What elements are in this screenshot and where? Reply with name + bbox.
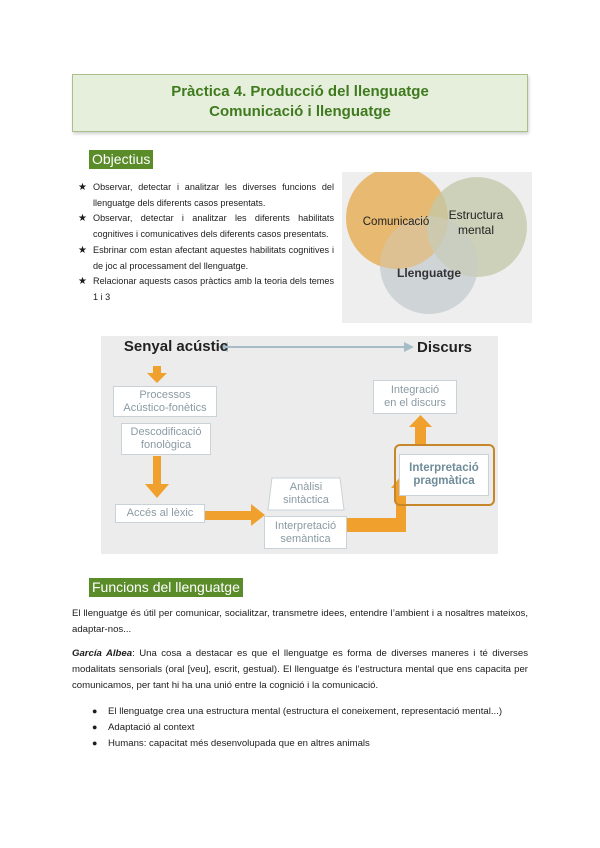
arrow-2-shaft: [153, 456, 161, 486]
box-acces-lexic-label: Accés al lèxic: [126, 507, 194, 519]
box-pragmatica-line2: pragmàtica: [413, 475, 475, 487]
bullet-dot-icon: ●: [92, 706, 98, 716]
arrow-3-head: [251, 504, 265, 526]
arrow-5-head: [409, 415, 432, 427]
bullet-dot-icon: ●: [92, 737, 98, 748]
flow-diagram: [101, 336, 498, 554]
objectives-list: [78, 180, 334, 306]
box-integracio-line1: Integració: [390, 384, 440, 396]
box-descodificacio-line2: fonològica: [140, 439, 192, 451]
list-item: [78, 274, 334, 305]
venn-diagram: [342, 172, 532, 323]
list-item: [78, 243, 334, 274]
author-name: García Albea: [72, 648, 133, 659]
objective-text: Observar, detectar i analitzar les diferents habilitats cognitives i comunicatives dels diferents casos presentats.: [93, 213, 334, 240]
funcions-heading: Funcions del llenguatge: [89, 578, 243, 597]
flow-title-senyal: Senyal acústic: [123, 338, 229, 355]
box-integracio: [373, 380, 457, 414]
box-semantica-line1: Interpretació: [274, 519, 337, 532]
box-processos-line1: Processos: [139, 388, 191, 401]
star-bullet-icon: ★: [78, 244, 87, 256]
list-item: [90, 720, 528, 736]
arrow-2-head: [145, 484, 169, 498]
box-integracio-line2: en el discurs: [384, 397, 446, 409]
venn-svg: [342, 172, 532, 323]
bullet-dot-icon: ●: [92, 721, 98, 732]
venn-label-mental: mental: [457, 223, 495, 237]
box-descodificacio-line1: Descodificació: [130, 426, 202, 438]
arrow-5-shaft: [415, 424, 426, 446]
objective-text: Relacionar aquests casos pràctics amb la teoria dels temes 1 i 3: [93, 276, 334, 302]
box-semantica-line2: semàntica: [280, 532, 331, 545]
box-pragmatica-line1: Interpretació: [409, 462, 479, 474]
list-item: [90, 736, 528, 752]
star-bullet-icon: ★: [78, 276, 87, 288]
title-line-2: Comunicació i llenguatge: [209, 103, 391, 120]
star-bullet-icon: ★: [78, 182, 87, 193]
box-analisi-line1: Anàlisi: [289, 481, 323, 493]
list-item: [90, 704, 528, 720]
box-processos-line2: Acústico-fonètics: [123, 401, 207, 414]
title-line-1: Pràctica 4. Producció del llenguatge: [171, 83, 429, 100]
arrow-3-shaft: [205, 511, 253, 520]
list-item: [78, 180, 334, 211]
box-analisi-line2: sintàctica: [283, 494, 329, 506]
arrow-1-shaft: [153, 366, 161, 374]
objectives-heading: Objectius: [89, 150, 153, 169]
venn-label-comunicacio: Comunicació: [362, 216, 430, 228]
funcions-bullets: [90, 704, 528, 751]
top-arrow-right-head: [404, 342, 414, 352]
box-interpretacio-semantica: [264, 516, 347, 549]
bullet-text: Humans: capacitat més desenvolupada que en altres animals: [108, 737, 370, 749]
bullet-text: El llenguatge crea una estructura mental (estructura el coneixement, representació mental...): [108, 706, 503, 717]
author-text: : Una cosa a destacar es que el llenguatge es forma de diverses maneres i té diverses modalitats sensorials (oral [veu], escrit, gestual). El llenguatge és l’estructura mental que ens capacita per comunicamos, per tant hi ha una unió entre la cognició i la comunicació.: [72, 648, 528, 691]
objective-text: Esbrinar com estan afectant aquestes habilitats cognitives i de joc al processament del llenguatge.: [93, 244, 334, 271]
arrow-1-head: [147, 373, 167, 383]
objective-text: Observar, detectar i analitzar les diverses funcions del llenguatge dels diferents casos presentats.: [93, 182, 334, 208]
box-processos: [113, 386, 217, 417]
venn-label-llenguatge: Llenguatge: [396, 266, 462, 280]
title-box: [72, 74, 528, 132]
box-descodificacio: [121, 423, 211, 455]
box-analisi: [268, 481, 344, 507]
venn-label-estructura: Estructura: [448, 208, 504, 222]
list-item: [78, 211, 334, 242]
bullet-text: Adaptació al context: [108, 721, 195, 733]
garcia-albea-paragraph: [72, 646, 528, 693]
arrow-4-elbow: [347, 486, 406, 532]
funcions-intro: El llenguatge és útil per comunicar, socialitzar, transmetre idees, entendre l’ambient i a nosaltres mateixos, adaptar-nos...: [72, 608, 528, 635]
flow-title-discurs: Discurs: [417, 339, 473, 356]
box-interpretacio-pragmatica: [399, 454, 489, 496]
star-bullet-icon: ★: [78, 213, 87, 225]
box-acces-lexic: [115, 504, 205, 523]
